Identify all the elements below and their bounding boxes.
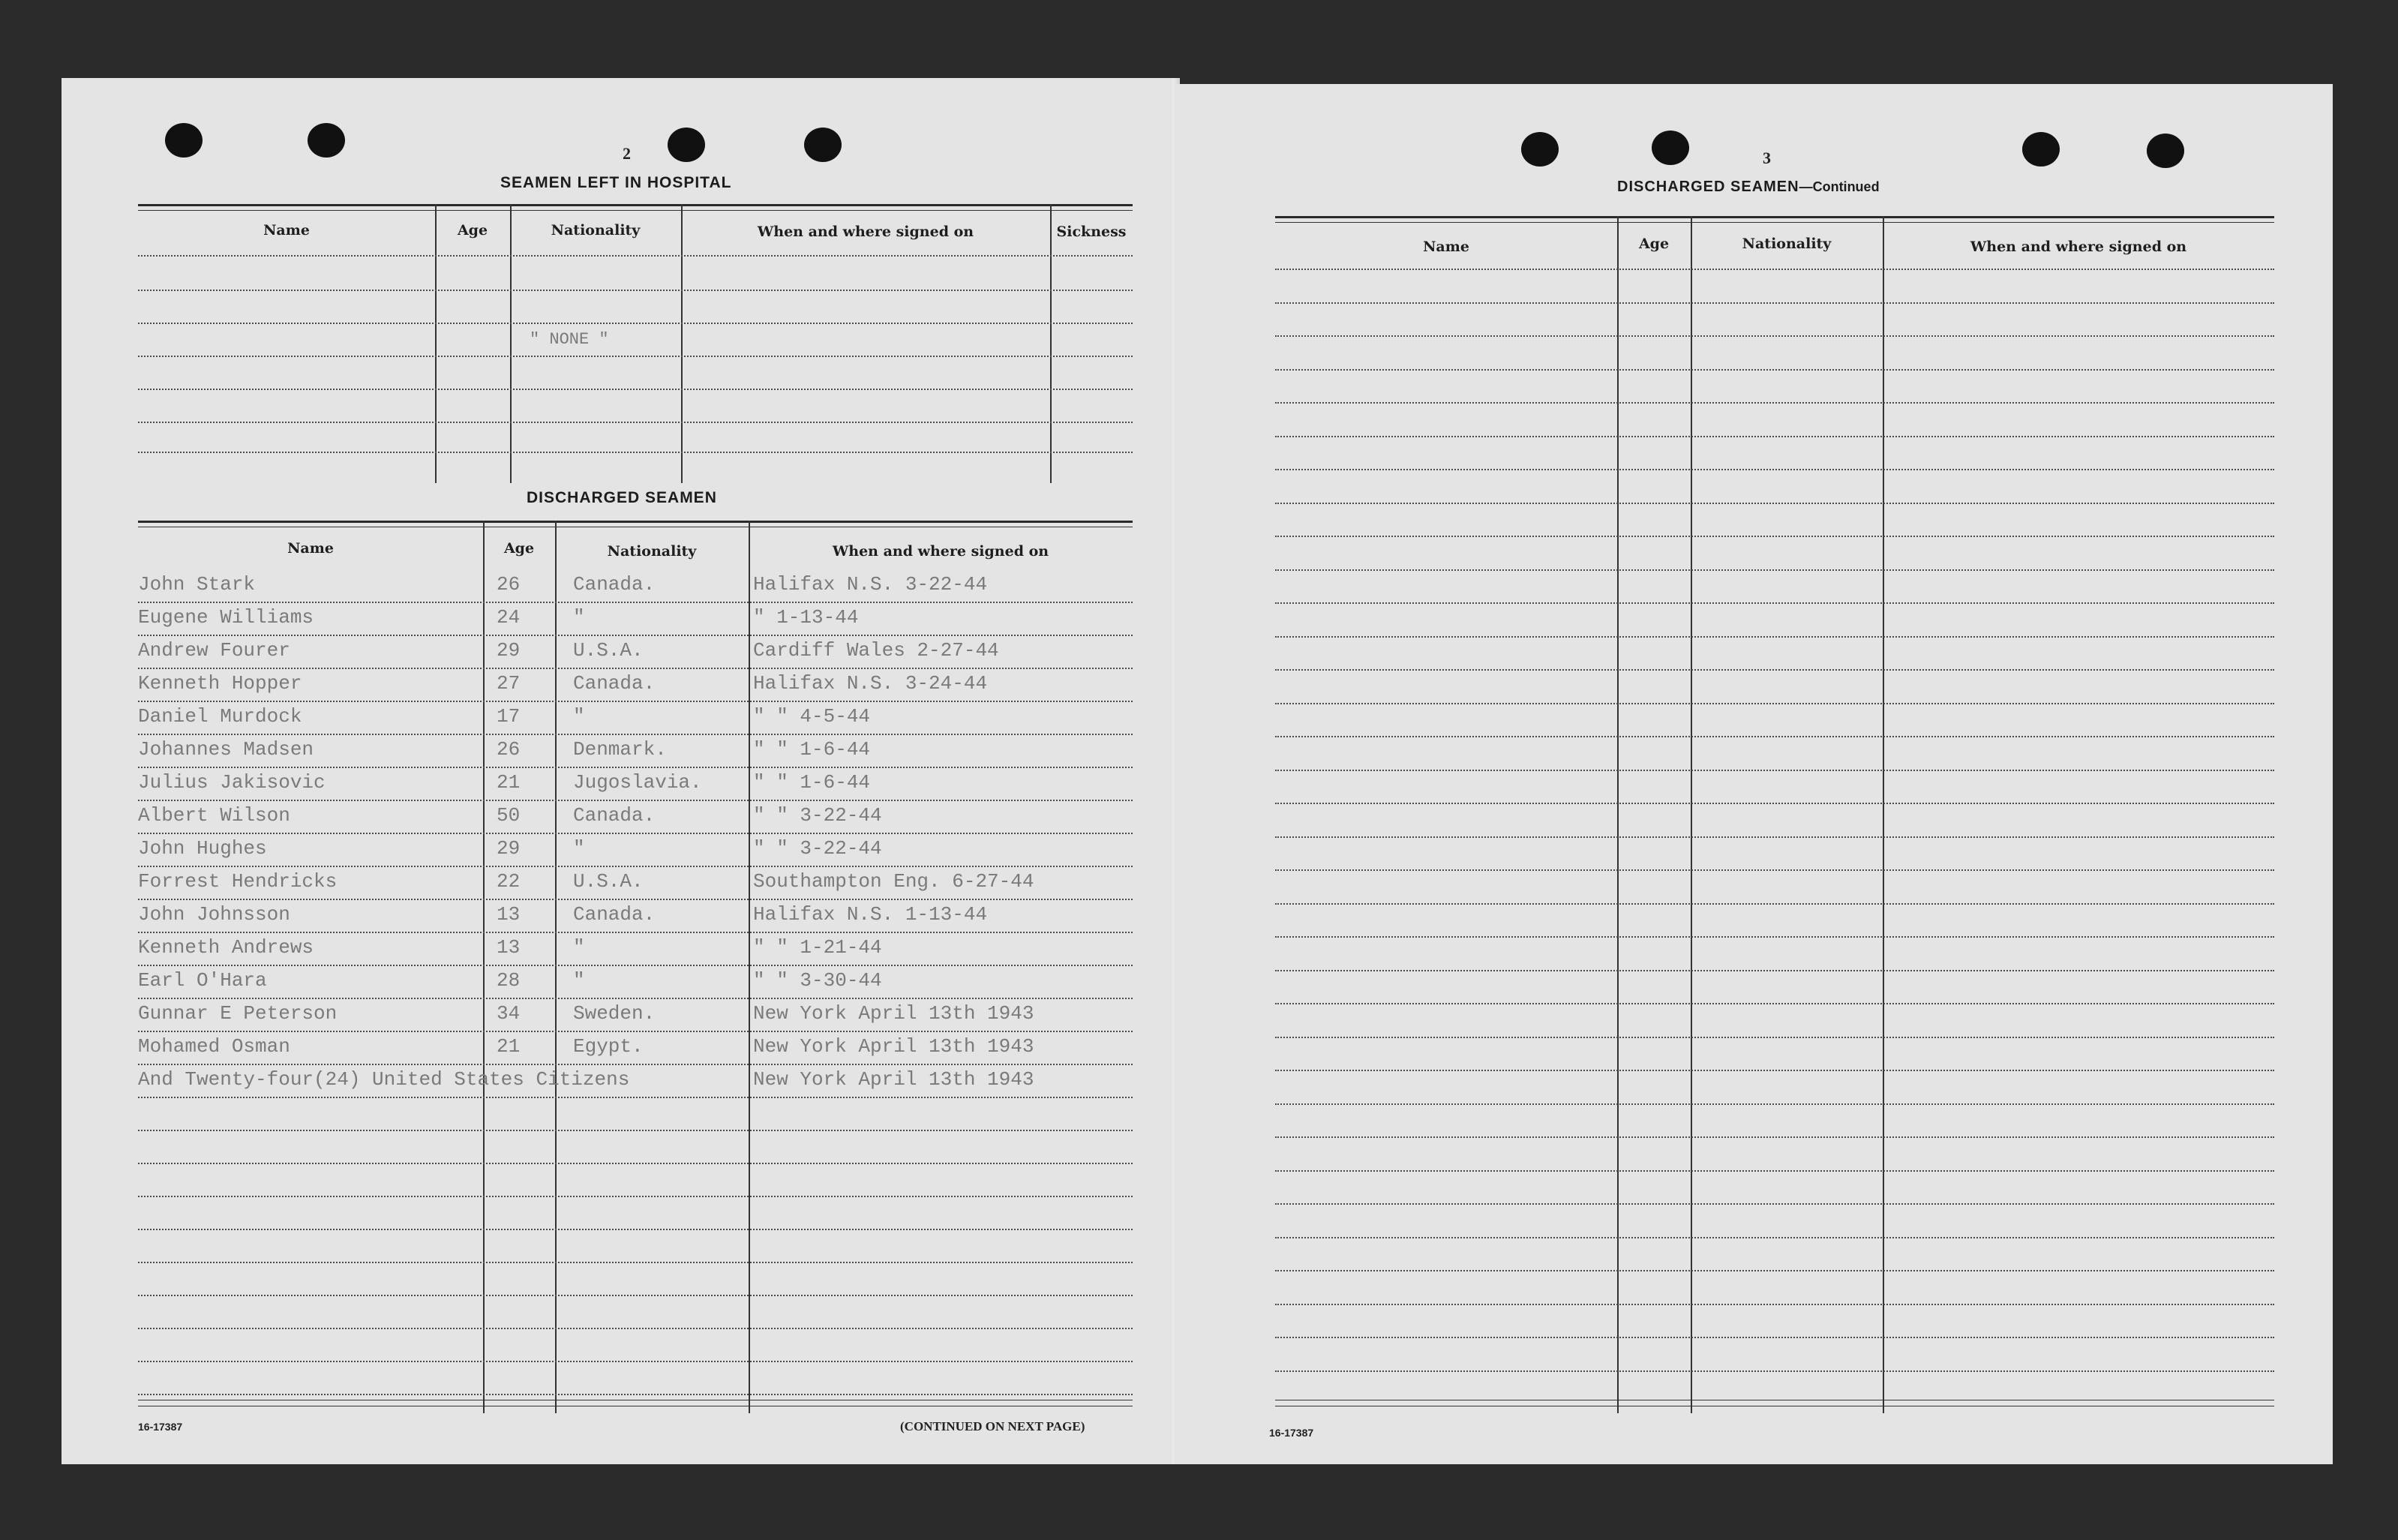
seaman-name: Earl O'Hara — [138, 969, 267, 992]
seaman-name: And Twenty-four(24) United States Citizens — [138, 1068, 630, 1091]
row-line — [1275, 1037, 2274, 1038]
row-line — [1275, 503, 2274, 504]
seaman-signed-on: Halifax N.S. 1-13-44 — [753, 903, 988, 926]
seaman-name: Julius Jakisovic — [138, 771, 326, 794]
seaman-nationality: " — [573, 936, 585, 959]
punch-hole — [2147, 134, 2184, 168]
row-line — [1275, 1304, 2274, 1305]
column-header-signed-on: When and where signed on — [1970, 239, 2187, 255]
row-line — [1275, 869, 2274, 871]
seaman-signed-on: Southampton Eng. 6-27-44 — [753, 870, 1034, 893]
seaman-nationality: Canada. — [573, 903, 656, 926]
seaman-nationality: Jugoslavia. — [573, 771, 702, 794]
seaman-age: 13 — [497, 936, 521, 959]
row-line — [1275, 1203, 2274, 1205]
seaman-nationality: Canada. — [573, 573, 656, 596]
seaman-name: Mohamed Osman — [138, 1035, 290, 1058]
seaman-name: John Johnsson — [138, 903, 290, 926]
seaman-signed-on: New York April 13th 1943 — [753, 1035, 1034, 1058]
row-line — [138, 1130, 1133, 1131]
row-line — [138, 1361, 1133, 1362]
seaman-age: 21 — [497, 771, 521, 794]
row-line — [138, 1196, 1133, 1197]
column-header-name: Name — [287, 540, 334, 557]
column-header-signed-on: When and where signed on — [832, 543, 1049, 560]
form-number: 16-17387 — [1269, 1427, 1314, 1439]
hospital-table — [138, 204, 1133, 483]
row-line — [1275, 1136, 2274, 1138]
row-line — [1275, 1103, 2274, 1105]
right-page — [1176, 84, 2333, 1464]
row-line — [138, 767, 1133, 768]
row-line — [138, 602, 1133, 603]
seaman-age: 50 — [497, 804, 521, 827]
column-header-age: Age — [457, 222, 488, 239]
seaman-signed-on: " " 1-6-44 — [753, 738, 871, 761]
row-line — [138, 1262, 1133, 1263]
row-line — [1275, 1170, 2274, 1172]
seaman-signed-on: " " 1-21-44 — [753, 936, 882, 959]
column-header-name: Name — [263, 222, 310, 239]
continued-note: (CONTINUED ON NEXT PAGE) — [900, 1419, 1085, 1433]
seaman-nationality: " — [573, 705, 585, 728]
punch-hole — [1521, 132, 1559, 167]
row-line — [138, 1064, 1133, 1065]
seaman-nationality: Egypt. — [573, 1035, 644, 1058]
seaman-signed-on: Halifax N.S. 3-22-44 — [753, 573, 988, 596]
seaman-nationality: U.S.A. — [573, 639, 644, 662]
row-line — [138, 866, 1133, 867]
row-line — [1275, 1070, 2274, 1071]
punch-hole — [804, 128, 842, 162]
row-line — [1275, 269, 2274, 270]
seaman-signed-on: New York April 13th 1943 — [753, 1068, 1034, 1091]
row-line — [1275, 903, 2274, 905]
seaman-name: Albert Wilson — [138, 804, 290, 827]
row-line — [138, 1295, 1133, 1296]
seaman-signed-on: " 1-13-44 — [753, 606, 859, 629]
seaman-signed-on: " " 3-22-44 — [753, 804, 882, 827]
column-header-age: Age — [1638, 236, 1670, 252]
discharged-table — [138, 521, 1133, 1413]
row-line — [1275, 536, 2274, 537]
seaman-nationality: " — [573, 837, 585, 860]
row-line — [1275, 803, 2274, 804]
seaman-signed-on: New York April 13th 1943 — [753, 1002, 1034, 1025]
seaman-name: Forrest Hendricks — [138, 870, 338, 893]
row-line — [1275, 369, 2274, 371]
punch-hole — [1652, 131, 1689, 165]
row-line — [1275, 302, 2274, 304]
row-line — [1275, 1337, 2274, 1338]
row-line — [138, 899, 1133, 900]
seaman-nationality: " — [573, 969, 585, 992]
hospital-none-entry: " NONE " — [530, 330, 609, 349]
row-line — [1275, 703, 2274, 704]
row-line — [1275, 569, 2274, 571]
row-line — [1275, 636, 2274, 638]
seaman-signed-on: " " 1-6-44 — [753, 771, 871, 794]
seaman-age: 13 — [497, 903, 521, 926]
row-line — [1275, 770, 2274, 771]
seaman-name: Kenneth Andrews — [138, 936, 314, 959]
seaman-name: Johannes Madsen — [138, 738, 314, 761]
seaman-age: 26 — [497, 573, 521, 596]
form-number: 16-17387 — [138, 1421, 183, 1433]
seaman-nationality: " — [573, 606, 585, 629]
hospital-section-title: SEAMEN LEFT IN HOSPITAL — [500, 174, 732, 191]
row-line — [1275, 736, 2274, 737]
column-header-nationality: Nationality — [1742, 236, 1832, 252]
seaman-nationality: U.S.A. — [573, 870, 644, 893]
seaman-age: 24 — [497, 606, 521, 629]
seaman-age: 26 — [497, 738, 521, 761]
row-line — [138, 734, 1133, 735]
column-header-signed-on: When and where signed on — [757, 224, 974, 240]
row-line — [1275, 970, 2274, 971]
seaman-nationality: Denmark. — [573, 738, 667, 761]
punch-hole — [165, 123, 203, 158]
seaman-age: 28 — [497, 969, 521, 992]
row-line — [1275, 936, 2274, 938]
column-header-age: Age — [503, 540, 535, 557]
row-line — [1275, 669, 2274, 671]
seaman-age: 17 — [497, 705, 521, 728]
row-line — [138, 668, 1133, 669]
page-number: 3 — [1763, 149, 1771, 167]
seaman-signed-on: Cardiff Wales 2-27-44 — [753, 639, 999, 662]
seaman-name: Eugene Williams — [138, 606, 314, 629]
seaman-age: 29 — [497, 639, 521, 662]
section-title-suffix: —Continued — [1799, 179, 1880, 194]
continued-section-title — [1617, 179, 1880, 196]
punch-hole — [668, 128, 705, 162]
column-header-name: Name — [1423, 239, 1469, 255]
row-line — [138, 998, 1133, 999]
row-line — [138, 800, 1133, 801]
seaman-signed-on: " " 3-22-44 — [753, 837, 882, 860]
row-line — [1275, 1270, 2274, 1271]
row-line — [1275, 602, 2274, 604]
seaman-nationality: Sweden. — [573, 1002, 656, 1025]
seaman-name: Kenneth Hopper — [138, 672, 302, 695]
row-line — [1275, 402, 2274, 404]
seaman-age: 22 — [497, 870, 521, 893]
punch-hole — [308, 123, 345, 158]
seaman-name: John Hughes — [138, 837, 267, 860]
row-line — [1275, 335, 2274, 337]
row-line — [1275, 1003, 2274, 1004]
row-line — [1275, 469, 2274, 470]
seaman-age: 29 — [497, 837, 521, 860]
left-page — [62, 78, 1172, 1464]
seaman-age: 27 — [497, 672, 521, 695]
row-line — [138, 1031, 1133, 1032]
row-line — [1275, 1370, 2274, 1372]
row-line — [138, 1163, 1133, 1164]
row-line — [138, 932, 1133, 933]
seaman-signed-on: " " 4-5-44 — [753, 705, 871, 728]
row-line — [138, 1394, 1133, 1395]
seaman-name: Andrew Fourer — [138, 639, 290, 662]
row-line — [138, 965, 1133, 966]
seaman-age: 34 — [497, 1002, 521, 1025]
column-header-nationality: Nationality — [607, 543, 697, 560]
seaman-name: Daniel Murdock — [138, 705, 302, 728]
seaman-signed-on: Halifax N.S. 3-24-44 — [753, 672, 988, 695]
discharged-continued-table — [1275, 216, 2274, 1413]
row-line — [138, 1328, 1133, 1329]
seaman-nationality: Canada. — [573, 672, 656, 695]
seaman-signed-on: " " 3-30-44 — [753, 969, 882, 992]
page-number: 2 — [623, 144, 631, 163]
punch-hole — [2022, 132, 2060, 167]
row-line — [1275, 836, 2274, 838]
seaman-nationality: Canada. — [573, 804, 656, 827]
row-line — [138, 701, 1133, 702]
seaman-age: 21 — [497, 1035, 521, 1058]
column-header-nationality: Nationality — [551, 222, 641, 239]
row-line — [138, 1097, 1133, 1098]
row-line — [138, 833, 1133, 834]
seaman-name: John Stark — [138, 573, 256, 596]
row-line — [1275, 1237, 2274, 1238]
row-line — [1275, 436, 2274, 437]
section-title-text: DISCHARGED SEAMEN — [1617, 179, 1799, 195]
discharged-section-title: DISCHARGED SEAMEN — [527, 489, 717, 506]
seaman-name: Gunnar E Peterson — [138, 1002, 338, 1025]
row-line — [138, 635, 1133, 636]
column-header-sickness: Sickness — [1056, 224, 1127, 240]
row-line — [138, 1229, 1133, 1230]
